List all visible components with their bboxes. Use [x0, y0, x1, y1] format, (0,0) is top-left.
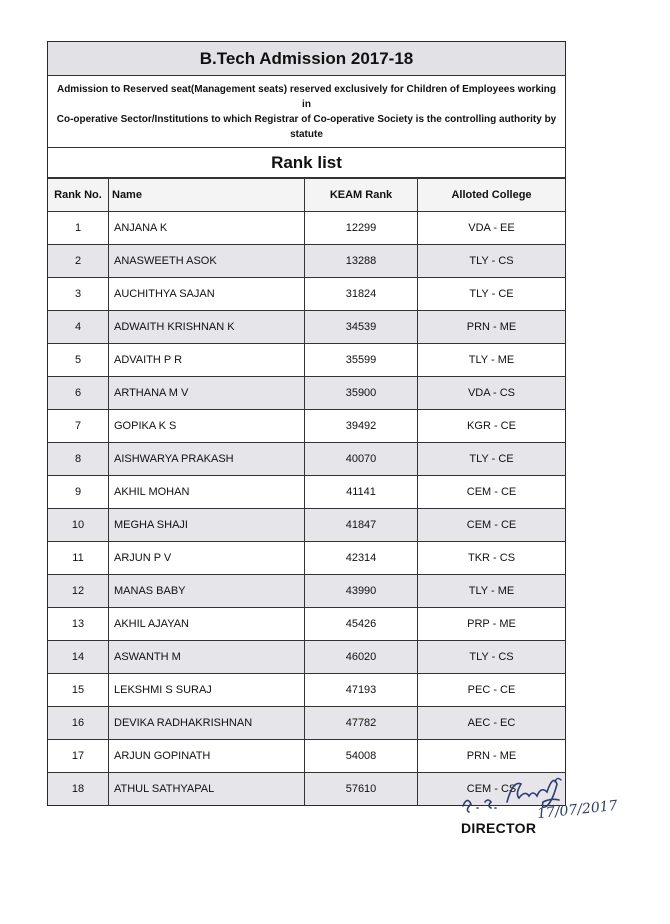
name-cell: ADVAITH P R [109, 344, 305, 377]
college-cell: VDA - EE [418, 212, 566, 245]
rank-cell: 4 [48, 311, 109, 344]
name-cell: ARJUN GOPINATH [109, 740, 305, 773]
table-row [48, 377, 565, 410]
rank-cell: 14 [48, 641, 109, 674]
name-cell: MANAS BABY [109, 575, 305, 608]
keam-rank-cell: 57610 [305, 773, 418, 806]
subtitle-line: Admission to Reserved seat(Management seats) reserved exclusively for Children of Employees working in [56, 84, 557, 110]
rank-cell: 11 [48, 542, 109, 575]
document-title: B.Tech Admission 2017-18 [48, 42, 565, 76]
keam-rank-cell: 43990 [305, 575, 418, 608]
name-cell: ATHUL SATHYAPAL [109, 773, 305, 806]
keam-rank-cell: 46020 [305, 641, 418, 674]
signature-block [455, 772, 635, 842]
table-row [48, 542, 565, 575]
keam-rank-cell: 13288 [305, 245, 418, 278]
name-cell: GOPIKA K S [109, 410, 305, 443]
college-cell: TLY - CE [418, 278, 566, 311]
table-row [48, 278, 565, 311]
keam-rank-cell: 42314 [305, 542, 418, 575]
table-row [48, 641, 565, 674]
college-cell: PRP - ME [418, 608, 566, 641]
column-header-rank: Rank No. [48, 179, 109, 212]
column-header-college: Alloted College [418, 179, 566, 212]
college-cell: CEM - CS [418, 773, 566, 806]
rank-cell: 12 [48, 575, 109, 608]
keam-rank-cell: 40070 [305, 443, 418, 476]
rank-cell: 5 [48, 344, 109, 377]
rank-cell: 18 [48, 773, 109, 806]
table-row [48, 476, 565, 509]
rank-cell: 9 [48, 476, 109, 509]
college-cell: VDA - CS [418, 377, 566, 410]
column-header-name: Name [109, 179, 305, 212]
keam-rank-cell: 39492 [305, 410, 418, 443]
keam-rank-cell: 12299 [305, 212, 418, 245]
name-cell: MEGHA SHAJI [109, 509, 305, 542]
keam-rank-cell: 31824 [305, 278, 418, 311]
keam-rank-cell: 41847 [305, 509, 418, 542]
college-cell: TKR - CS [418, 542, 566, 575]
college-cell: TLY - CS [418, 641, 566, 674]
rank-cell: 10 [48, 509, 109, 542]
rank-cell: 17 [48, 740, 109, 773]
keam-rank-cell: 47193 [305, 674, 418, 707]
name-cell: ANJANA K [109, 212, 305, 245]
college-cell: PRN - ME [418, 311, 566, 344]
name-cell: ASWANTH M [109, 641, 305, 674]
name-cell: DEVIKA RADHAKRISHNAN [109, 707, 305, 740]
rank-cell: 7 [48, 410, 109, 443]
keam-rank-cell: 41141 [305, 476, 418, 509]
admission-rank-sheet [47, 41, 566, 806]
name-cell: AKHIL MOHAN [109, 476, 305, 509]
table-row [48, 674, 565, 707]
college-cell: PEC - CE [418, 674, 566, 707]
table-row [48, 311, 565, 344]
name-cell: ADWAITH KRISHNAN K [109, 311, 305, 344]
table-row [48, 509, 565, 542]
table-row [48, 344, 565, 377]
table-row [48, 575, 565, 608]
name-cell: LEKSHMI S SURAJ [109, 674, 305, 707]
name-cell: AISHWARYA PRAKASH [109, 443, 305, 476]
rank-cell: 15 [48, 674, 109, 707]
table-row [48, 212, 565, 245]
rank-list-heading: Rank list [48, 148, 565, 178]
name-cell: ARTHANA M V [109, 377, 305, 410]
subtitle-line: statute [290, 129, 323, 140]
college-cell: CEM - CE [418, 509, 566, 542]
rank-cell: 6 [48, 377, 109, 410]
rank-table [48, 178, 565, 805]
college-cell: CEM - CE [418, 476, 566, 509]
rank-cell: 16 [48, 707, 109, 740]
college-cell: TLY - CS [418, 245, 566, 278]
college-cell: TLY - ME [418, 575, 566, 608]
table-row [48, 245, 565, 278]
table-row [48, 608, 565, 641]
college-cell: TLY - ME [418, 344, 566, 377]
rank-cell: 8 [48, 443, 109, 476]
name-cell: AKHIL AJAYAN [109, 608, 305, 641]
keam-rank-cell: 35900 [305, 377, 418, 410]
subtitle-line: Co-operative Sector/Institutions to which Registrar of Co-operative Society is the controlling authority by [56, 114, 557, 125]
name-cell: ANASWEETH ASOK [109, 245, 305, 278]
keam-rank-cell: 35599 [305, 344, 418, 377]
table-row [48, 740, 565, 773]
column-header-keam-rank: KEAM Rank [305, 179, 418, 212]
college-cell: KGR - CE [418, 410, 566, 443]
rank-cell: 1 [48, 212, 109, 245]
name-cell: AUCHITHYA SAJAN [109, 278, 305, 311]
signature-date: 17/07/2017 [536, 797, 619, 823]
college-cell: AEC - EC [418, 707, 566, 740]
rank-table-body [48, 212, 565, 806]
name-cell: ARJUN P V [109, 542, 305, 575]
keam-rank-cell: 54008 [305, 740, 418, 773]
college-cell: PRN - ME [418, 740, 566, 773]
director-label: DIRECTOR [461, 820, 537, 836]
table-row [48, 443, 565, 476]
keam-rank-cell: 47782 [305, 707, 418, 740]
rank-cell: 2 [48, 245, 109, 278]
keam-rank-cell: 34539 [305, 311, 418, 344]
document-subtitle [48, 76, 565, 148]
table-header-row [48, 179, 565, 212]
rank-cell: 3 [48, 278, 109, 311]
table-row [48, 410, 565, 443]
keam-rank-cell: 45426 [305, 608, 418, 641]
rank-cell: 13 [48, 608, 109, 641]
table-row [48, 707, 565, 740]
college-cell: TLY - CE [418, 443, 566, 476]
